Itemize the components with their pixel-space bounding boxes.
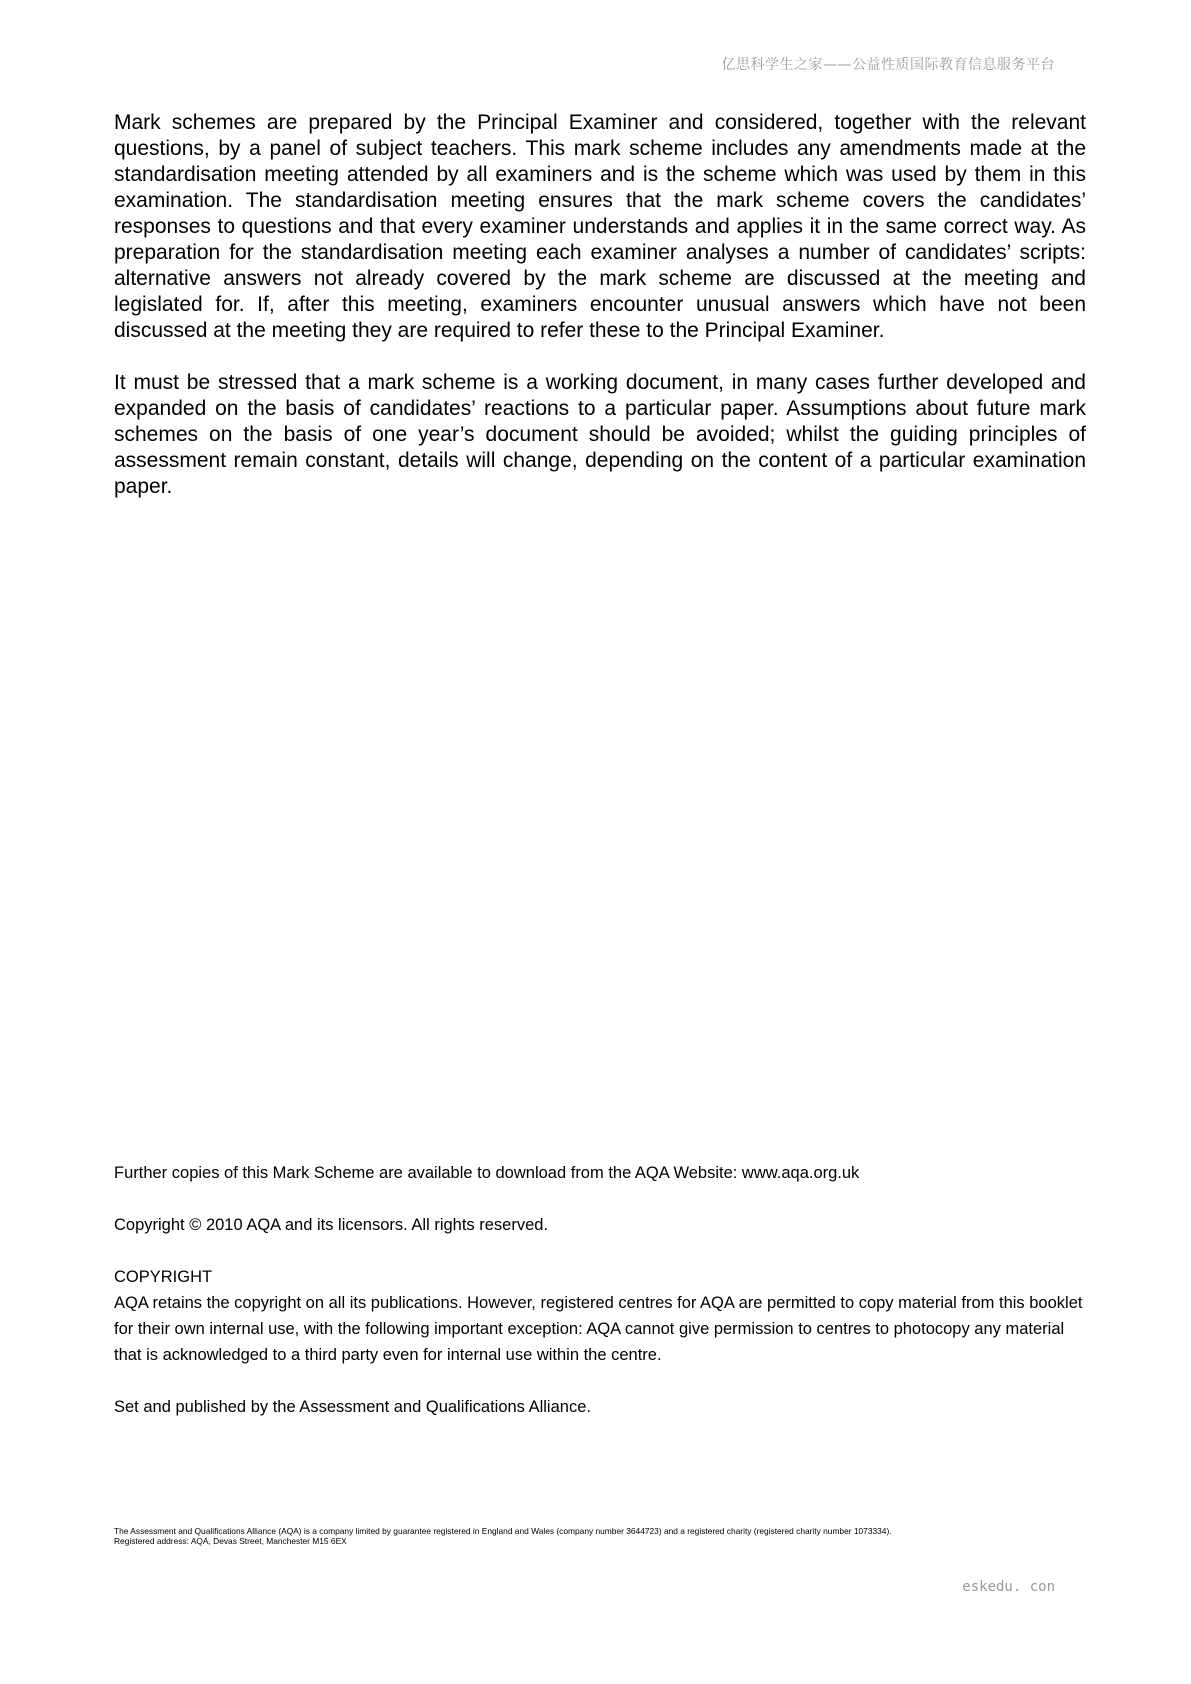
copyright-text: AQA retains the copyright on all its publications. However, registered centres for AQA are permitted to copy material from this booklet for their own internal use, with the following important exception: AQA cannot give permission to centres to photocopy any material that is acknowledged to a third party even for internal use within the centre. [114,1294,1083,1364]
registration-small-print [114,1526,1086,1546]
copyright-footer [114,1160,1086,1446]
bottom-watermark: eskedu. con [962,1579,1055,1595]
header-watermark: 亿思科学生之家——公益性质国际教育信息服务平台 [721,57,1055,73]
intro-paragraph-1: Mark schemes are prepared by the Principal Examiner and considered, together with the relevant questions, by a panel of subject teachers. This mark scheme includes any amendments made at the standardisation meeting attended by all examiners and is the scheme which was used by them in this examination. The standardisation meeting ensures that the mark scheme covers the candidates’ responses to questions and that every examiner understands and applies it in the same correct way. As preparation for the standardisation meeting each examiner analyses a number of candidates’ scripts: alternative answers not already covered by the mark scheme are discussed at the meeting and legislated for. If, after this meeting, examiners encounter unusual answers which have not been discussed at the meeting they are required to refer these to the Principal Examiner. [114,111,1086,342]
copyright-heading: COPYRIGHT [114,1268,213,1286]
further-copies-note: Further copies of this Mark Scheme are available to download from the AQA Website: www.aqa.org.uk [114,1164,860,1182]
registration-line-1: The Assessment and Qualifications Alliance (AQA) is a company limited by guarantee registered in England and Wales (company number 3644723) and a registered charity (registered charity number 1073334). [114,1526,892,1536]
copyright-line: Copyright © 2010 AQA and its licensors. All rights reserved. [114,1216,549,1234]
mark-scheme-introduction [114,110,1086,526]
published-by: Set and published by the Assessment and Qualifications Alliance. [114,1398,591,1416]
intro-paragraph-2: It must be stressed that a mark scheme is a working document, in many cases further developed and expanded on the basis of candidates’ reactions to a particular paper. Assumptions about future mark schemes on the basis of one year’s document should be avoided; whilst the guiding principles of assessment remain constant, details will change, depending on the content of a particular examination paper. [114,371,1086,498]
registration-line-2: Registered address: AQA, Devas Street, Manchester M15 6EX [114,1536,347,1546]
